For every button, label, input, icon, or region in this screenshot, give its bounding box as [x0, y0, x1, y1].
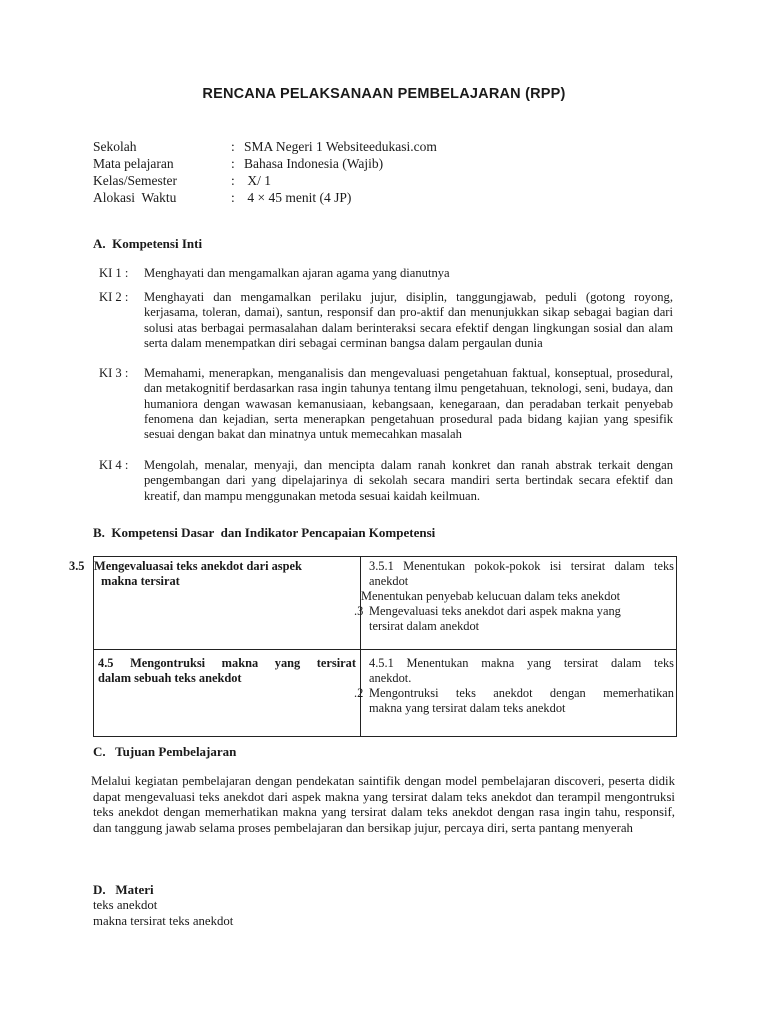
- ki-text: Menghayati dan mengamalkan perilaku jujur, disiplin, tanggungjawab, peduli (gotong royong, kerjasama, toleran, damai), santun, responsif dan pro-aktif dan menunjukkan sikap sebagai bagian dari solusi atas berbagai permasalahan dalam berinteraksi secara efektif dengan lingkungan sosial dan alam serta dalam menempatkan diri sebagai cerminan bangsa dalam pergaulan dunia: [144, 290, 673, 350]
- heading-tujuan: C. Tujuan Pembelajaran: [93, 744, 237, 759]
- kd-cell: [69, 557, 364, 650]
- kd-text: Mengevaluasai teks anekdot dari aspek: [94, 559, 302, 573]
- ki-text: Mengolah, menalar, menyaji, dan mencipta dalam ranah konkret dan ranah abstrak terkait dengan pengembangan dari yang dipelajarinya di sekolah secara mandiri serta bertindak secara efektif dan kreatif, dan mampu menggunakan metoda sesuai kaidah keilmuan.: [144, 458, 673, 503]
- indicator-cell: [354, 650, 677, 737]
- indicator-item: [354, 604, 674, 619]
- info-row-school: [93, 138, 437, 155]
- kd-text-part: Mengontruksi makna yang tersirat: [130, 656, 356, 670]
- indicator-line: Mengevaluasi teks anekdot dari aspek makna yang: [369, 604, 621, 618]
- info-colon: :: [231, 156, 235, 171]
- ki-code: KI 4 :: [99, 458, 129, 472]
- indicator-line: Menentukan penyebab kelucuan dalam teks anekdot: [361, 589, 621, 603]
- ki-item: [99, 366, 673, 442]
- info-row-time: [93, 189, 437, 206]
- heading-kompetensi-inti: A. Kompetensi Inti: [93, 236, 203, 251]
- document-title: RENCANA PELAKSANAAN PEMBELAJARAN (RPP): [202, 86, 566, 102]
- table-row: [94, 650, 677, 737]
- info-label: Sekolah: [93, 139, 137, 154]
- indicator-line: makna yang tersirat dalam teks anekdot: [369, 701, 566, 715]
- ki-code: KI 3 :: [99, 366, 129, 380]
- kd-text: makna tersirat: [101, 574, 180, 588]
- list-item: teks anekdot: [93, 898, 158, 912]
- indicator-line: anekdot.: [369, 671, 412, 685]
- indicator-item: [354, 686, 674, 701]
- ki-text: Memahami, menerapkan, menganalisis dan mengevaluasi pengetahuan faktual, konseptual, prosedural, dan metakognitif berdasarkan rasa ingin tahunya tentang ilmu pengetahuan, teknologi, seni, budaya, dan humaniora dengan wawasan kemanusiaan, kebangsaan, kenegaraan, dan peradaban terkait penyebab fenomena dan kejadian, serta menerapkan pengetahuan prosedural pada bidang kajian yang spesifik sesuai dengan bakat dan minatnya untuk memecahkan masalah: [144, 366, 673, 442]
- materi-list: [93, 898, 233, 929]
- info-label: Kelas/Semester: [93, 173, 177, 188]
- indicator-line: anekdot: [369, 574, 409, 588]
- info-colon: :: [231, 139, 235, 154]
- kd-cell: [94, 650, 364, 737]
- indicator-line: tersirat dalam anekdot: [369, 619, 480, 633]
- tujuan-paragraph: Melalui kegiatan pembelajaran dengan pendekatan saintifik dengan model pembelajaran discoveri, peserta didik dapat mengevaluasi teks anekdot dari aspek makna yang tersirat dalam teks anekdot dan terampil mengontruksi teks anekdot dengan memerhatikan makna yang tersirat dalam teks anekdot dengan rasa ingin tahu, responsif, dan tanggung jawab selama proses pembelajaran dan bersikap jujur, percaya diri, serta pantang menyerah: [91, 774, 675, 835]
- indicator-line: 4.5.1 Menentukan makna yang tersirat dalam teks: [369, 656, 674, 670]
- info-colon: :: [231, 173, 235, 188]
- indicator-cell: [354, 557, 677, 650]
- identity-block: [93, 138, 437, 206]
- info-value: X/ 1: [244, 173, 271, 188]
- kd-number: 4.5: [98, 656, 114, 670]
- kd-text: dalam sebuah teks anekdot: [98, 671, 242, 685]
- heading-kompetensi-dasar: B. Kompetensi Dasar dan Indikator Pencapaian Kompetensi: [93, 525, 436, 540]
- ki-item: [99, 458, 673, 504]
- info-value: SMA Negeri 1 Websiteedukasi.com: [244, 139, 437, 154]
- info-label: Mata pelajaran: [93, 156, 174, 171]
- info-value: Bahasa Indonesia (Wajib): [244, 156, 384, 171]
- info-label: Alokasi Waktu: [93, 190, 177, 205]
- indicator-line: Mengontruksi teks anekdot dengan memerhatikan: [369, 686, 674, 700]
- info-value: 4 × 45 menit (4 JP): [244, 190, 352, 205]
- table-row: [94, 557, 677, 650]
- ki-item: [99, 266, 673, 281]
- ki-item: [99, 290, 673, 351]
- kd-number: 3.5: [69, 559, 85, 573]
- list-item: makna tersirat teks anekdot: [93, 913, 234, 928]
- ki-code: KI 2 :: [99, 290, 129, 304]
- ki-text: Menghayati dan mengamalkan ajaran agama yang dianutnya: [144, 266, 450, 280]
- info-row-class: [93, 172, 437, 189]
- info-colon: :: [231, 190, 235, 205]
- indicator-prefix: .2: [354, 686, 364, 700]
- indicator-prefix: .3: [354, 604, 364, 618]
- heading-materi: D. Materi: [93, 882, 154, 897]
- kd-table: [69, 556, 677, 737]
- info-row-subject: [93, 155, 437, 172]
- kd-text: [98, 656, 356, 671]
- indicator-line: 3.5.1 Menentukan pokok-pokok isi tersirat dalam teks: [369, 559, 674, 573]
- ki-code: KI 1 :: [99, 266, 129, 280]
